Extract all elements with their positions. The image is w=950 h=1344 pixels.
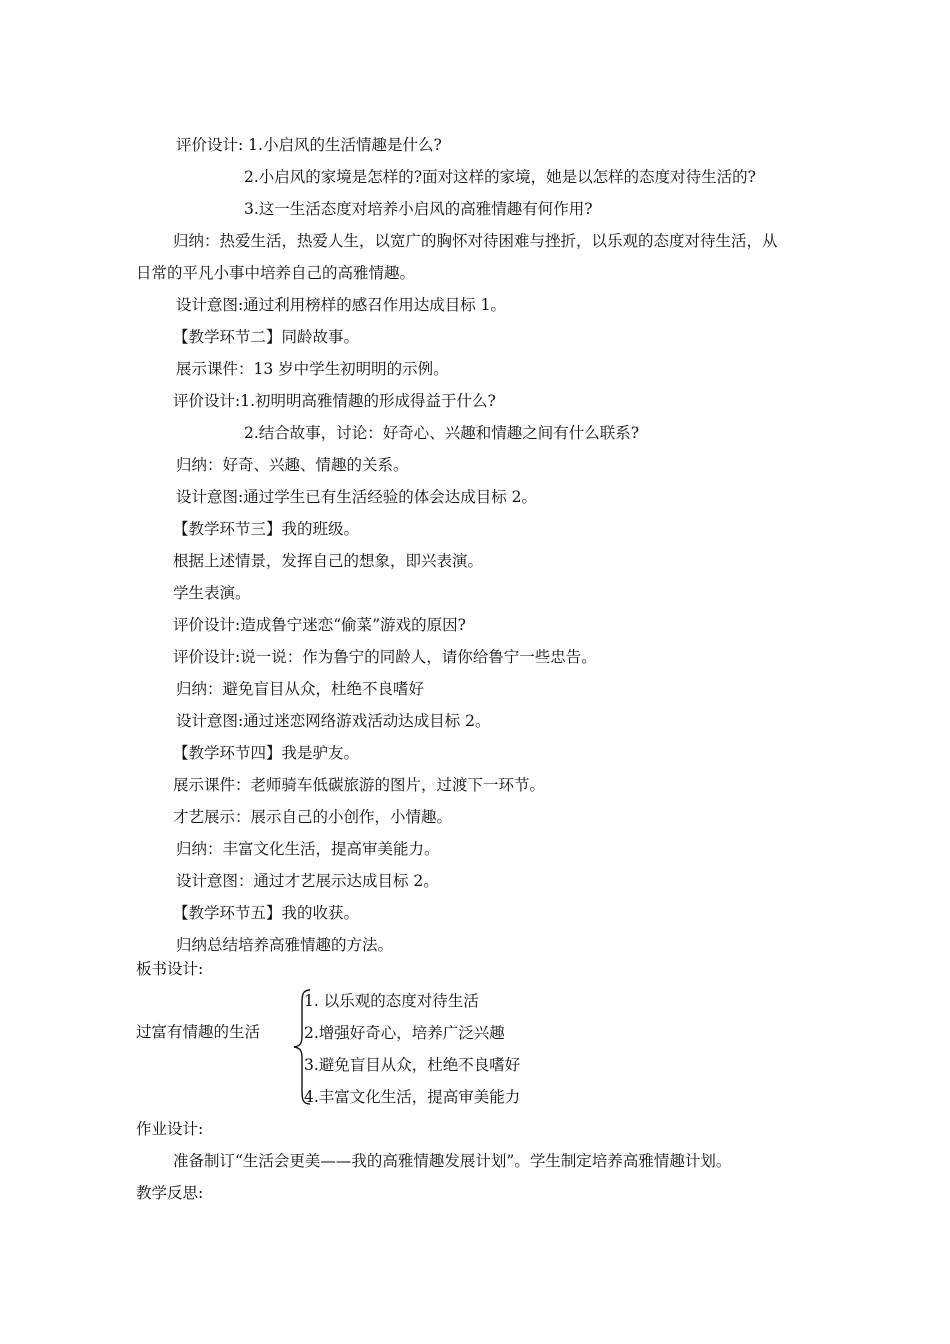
scenario-instruction: 根据上述情景，发挥自己的想象，即兴表演。 xyxy=(173,552,484,570)
board-item-3: 3.避免盲目从众，杜绝不良嗜好 xyxy=(304,1056,521,1074)
summary-1-line-1: 归纳：热爱生活，热爱人生，以宽广的胸怀对待困难与挫折，以乐观的态度对待生活，从 xyxy=(173,232,778,250)
board-item-2: 2.增强好奇心，培养广泛兴趣 xyxy=(304,1024,505,1042)
board-topic: 过富有情趣的生活 xyxy=(136,1023,261,1041)
summary-4: 归纳：丰富文化生活，提高审美能力。 xyxy=(176,840,440,858)
section-2-heading: 【教学环节二】同龄故事。 xyxy=(173,328,360,346)
summary-3: 归纳：避免盲目从众，杜绝不良嗜好 xyxy=(176,680,425,698)
evaluation-design-5: 2.结合故事，讨论：好奇心、兴趣和情趣之间有什么联系? xyxy=(244,424,640,442)
board-item-1: 1. 以乐观的态度对待生活 xyxy=(304,992,479,1010)
homework-heading: 作业设计: xyxy=(136,1120,204,1138)
student-performance: 学生表演。 xyxy=(173,584,251,602)
section-5-heading: 【教学环节五】我的收获。 xyxy=(173,904,360,922)
section-4-heading: 【教学环节四】我是驴友。 xyxy=(173,744,360,762)
evaluation-design-2: 2.小启风的家境是怎样的?面对这样的家境，她是以怎样的态度对待生活的? xyxy=(244,168,756,186)
design-intent-4: 设计意图：通过才艺展示达成目标 2。 xyxy=(176,872,439,890)
evaluation-design-4: 评价设计:1.初明明高雅情趣的形成得益于什么? xyxy=(173,392,496,410)
design-intent-2: 设计意图:通过学生已有生活经验的体会达成目标 2。 xyxy=(176,488,538,506)
evaluation-design-3: 3.这一生活态度对培养小启风的高雅情趣有何作用? xyxy=(244,200,593,218)
evaluation-design-6: 评价设计:造成鲁宁迷恋“偷菜”游戏的原因? xyxy=(173,616,466,634)
section-3-heading: 【教学环节三】我的班级。 xyxy=(173,520,360,538)
design-intent-1: 设计意图:通过利用榜样的感召作用达成目标 1。 xyxy=(176,296,507,314)
courseware-2: 展示课件：老师骑车低碳旅游的图片，过渡下一环节。 xyxy=(173,776,546,794)
board-design-heading: 板书设计: xyxy=(136,960,204,978)
summary-5: 归纳总结培养高雅情趣的方法。 xyxy=(176,936,394,954)
evaluation-design-7: 评价设计:说一说：作为鲁宁的同龄人，请你给鲁宁一些忠告。 xyxy=(173,648,597,666)
reflection-heading: 教学反思: xyxy=(136,1184,204,1202)
talent-show: 才艺展示：展示自己的小创作，小情趣。 xyxy=(173,808,453,826)
board-item-4: 4.丰富文化生活，提高审美能力 xyxy=(304,1088,521,1106)
evaluation-design-1: 评价设计: 1.小启风的生活情趣是什么? xyxy=(176,136,442,154)
courseware-1: 展示课件：13 岁中学生初明明的示例。 xyxy=(176,360,449,378)
summary-1-line-2: 日常的平凡小事中培养自己的高雅情趣。 xyxy=(136,264,416,282)
design-intent-3: 设计意图:通过迷恋网络游戏活动达成目标 2。 xyxy=(176,712,491,730)
summary-2: 归纳：好奇、兴趣、情趣的关系。 xyxy=(176,456,409,474)
homework-text: 准备制订“生活会更美——我的高雅情趣发展计划”。学生制定培养高雅情趣计划。 xyxy=(173,1152,732,1170)
